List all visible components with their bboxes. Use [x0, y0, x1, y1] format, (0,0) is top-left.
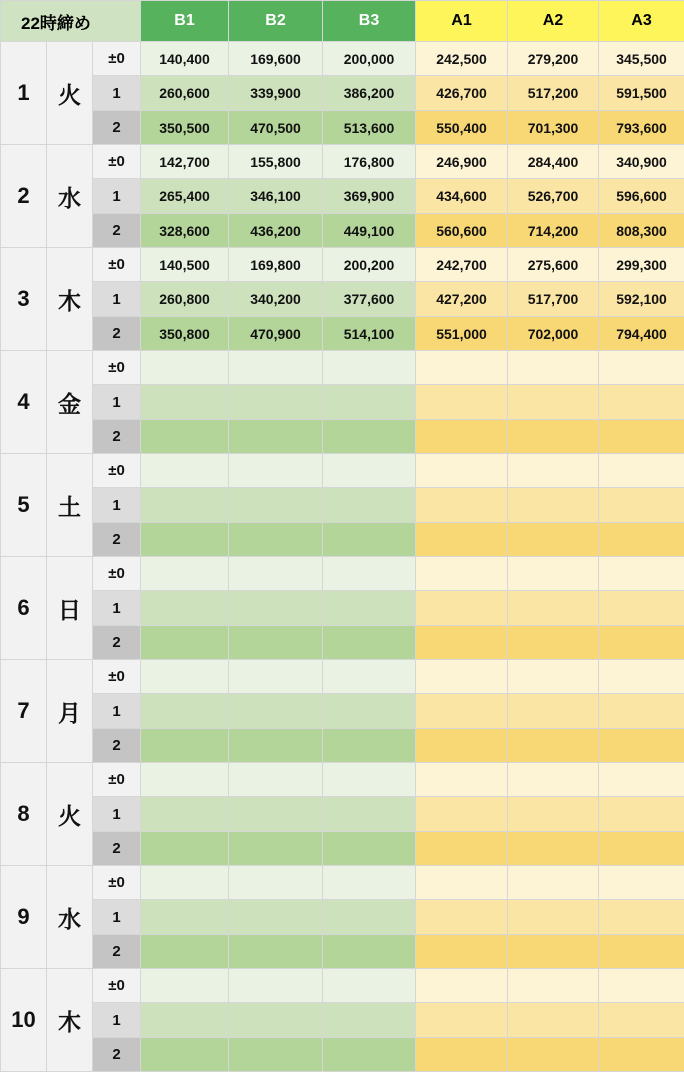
price-cell-a3[interactable]: 340,900 — [599, 145, 684, 179]
price-cell-a2[interactable]: 517,200 — [508, 76, 599, 111]
price-cell-a2[interactable] — [508, 1038, 599, 1072]
price-cell-a2[interactable] — [508, 351, 599, 385]
price-cell-a3[interactable] — [599, 969, 684, 1003]
price-cell-b3[interactable]: 176,800 — [323, 145, 416, 179]
weekday: 火 — [47, 42, 93, 145]
table-row — [1, 660, 684, 694]
table-row — [1, 1003, 684, 1038]
day-number: 8 — [1, 763, 47, 866]
level-label: 1 — [93, 282, 141, 317]
price-cell-b2[interactable]: 436,200 — [229, 214, 323, 248]
table-row — [1, 797, 684, 832]
price-cell-a3[interactable] — [599, 900, 684, 935]
day-number: 2 — [1, 145, 47, 248]
price-cell-a3[interactable] — [599, 523, 684, 557]
day-number: 9 — [1, 866, 47, 969]
day-number: 6 — [1, 557, 47, 660]
table-row — [1, 866, 684, 900]
price-cell-b1[interactable]: 142,700 — [141, 145, 229, 179]
price-cell-b2[interactable] — [229, 420, 323, 454]
price-cell-b3[interactable] — [323, 763, 416, 797]
price-cell-b3[interactable] — [323, 969, 416, 1003]
price-cell-b2[interactable] — [229, 832, 323, 866]
level-label: 2 — [93, 420, 141, 454]
price-cell-a3[interactable]: 299,300 — [599, 248, 684, 282]
level-label: 1 — [93, 900, 141, 935]
price-cell-b3[interactable] — [323, 488, 416, 523]
price-cell-b3[interactable] — [323, 832, 416, 866]
price-cell-b3[interactable] — [323, 797, 416, 832]
price-cell-b2[interactable] — [229, 454, 323, 488]
price-cell-a2[interactable] — [508, 385, 599, 420]
table-row — [1, 969, 684, 1003]
price-cell-b3[interactable]: 386,200 — [323, 76, 416, 111]
price-cell-b1[interactable] — [141, 969, 229, 1003]
price-cell-b2[interactable] — [229, 385, 323, 420]
level-label: 2 — [93, 523, 141, 557]
price-cell-b2[interactable] — [229, 1003, 323, 1038]
price-cell-b1[interactable]: 260,800 — [141, 282, 229, 317]
price-cell-a1[interactable] — [416, 900, 508, 935]
table-row — [1, 385, 684, 420]
price-cell-a3[interactable] — [599, 626, 684, 660]
weekday: 日 — [47, 557, 93, 660]
price-cell-a2[interactable]: 702,000 — [508, 317, 599, 351]
level-label: ±0 — [93, 557, 141, 591]
price-cell-a2[interactable]: 701,300 — [508, 111, 599, 145]
table-row — [1, 935, 684, 969]
price-cell-b3[interactable] — [323, 935, 416, 969]
price-cell-a2[interactable] — [508, 420, 599, 454]
price-cell-b1[interactable] — [141, 935, 229, 969]
price-cell-b2[interactable] — [229, 660, 323, 694]
price-cell-b2[interactable] — [229, 729, 323, 763]
price-cell-b2[interactable] — [229, 900, 323, 935]
price-cell-a2[interactable] — [508, 900, 599, 935]
price-cell-a1[interactable] — [416, 488, 508, 523]
table-row — [1, 832, 684, 866]
price-cell-b2[interactable] — [229, 523, 323, 557]
price-cell-b3[interactable] — [323, 454, 416, 488]
table-row — [1, 282, 684, 317]
price-cell-a3[interactable] — [599, 1038, 684, 1072]
price-cell-a2[interactable] — [508, 557, 599, 591]
price-cell-a2[interactable]: 275,600 — [508, 248, 599, 282]
price-cell-a3[interactable] — [599, 866, 684, 900]
price-cell-b1[interactable] — [141, 866, 229, 900]
price-cell-b1[interactable] — [141, 626, 229, 660]
column-header-b2: B2 — [229, 1, 323, 42]
price-cell-a2[interactable]: 714,200 — [508, 214, 599, 248]
price-cell-a1[interactable]: 427,200 — [416, 282, 508, 317]
day-number: 10 — [1, 969, 47, 1072]
price-cell-b1[interactable] — [141, 351, 229, 385]
price-cell-b3[interactable]: 514,100 — [323, 317, 416, 351]
price-cell-a2[interactable] — [508, 935, 599, 969]
closing-time-header: 22時締め — [1, 1, 141, 42]
price-cell-b1[interactable]: 350,800 — [141, 317, 229, 351]
weekday: 木 — [47, 248, 93, 351]
price-cell-a1[interactable]: 434,600 — [416, 179, 508, 214]
weekday: 土 — [47, 454, 93, 557]
level-label: ±0 — [93, 42, 141, 76]
price-cell-b1[interactable] — [141, 488, 229, 523]
table-row — [1, 111, 684, 145]
price-cell-a1[interactable] — [416, 660, 508, 694]
price-cell-a2[interactable]: 526,700 — [508, 179, 599, 214]
price-cell-b1[interactable]: 140,400 — [141, 42, 229, 76]
column-header-b3: B3 — [323, 1, 416, 42]
level-label: ±0 — [93, 866, 141, 900]
table-row — [1, 591, 684, 626]
price-cell-b1[interactable] — [141, 557, 229, 591]
price-cell-b1[interactable] — [141, 385, 229, 420]
price-cell-a2[interactable] — [508, 626, 599, 660]
price-cell-a3[interactable] — [599, 420, 684, 454]
table-row — [1, 248, 684, 282]
price-cell-b2[interactable]: 340,200 — [229, 282, 323, 317]
price-cell-a2[interactable] — [508, 763, 599, 797]
price-cell-a2[interactable]: 279,200 — [508, 42, 599, 76]
price-cell-a1[interactable]: 550,400 — [416, 111, 508, 145]
table-row — [1, 488, 684, 523]
price-cell-b1[interactable] — [141, 420, 229, 454]
table-row — [1, 214, 684, 248]
price-cell-b1[interactable] — [141, 454, 229, 488]
price-cell-b3[interactable] — [323, 866, 416, 900]
table-row — [1, 317, 684, 351]
price-cell-a3[interactable] — [599, 351, 684, 385]
price-cell-a3[interactable]: 591,500 — [599, 76, 684, 111]
table-row — [1, 351, 684, 385]
price-cell-a2[interactable]: 284,400 — [508, 145, 599, 179]
price-cell-b1[interactable] — [141, 660, 229, 694]
price-cell-a3[interactable] — [599, 935, 684, 969]
price-cell-a1[interactable]: 246,900 — [416, 145, 508, 179]
price-cell-a1[interactable] — [416, 763, 508, 797]
price-cell-b3[interactable] — [323, 1038, 416, 1072]
price-cell-b1[interactable] — [141, 591, 229, 626]
table-row — [1, 626, 684, 660]
table-row — [1, 76, 684, 111]
price-cell-b2[interactable]: 169,800 — [229, 248, 323, 282]
price-cell-b1[interactable] — [141, 797, 229, 832]
level-label: 2 — [93, 1038, 141, 1072]
price-cell-a3[interactable] — [599, 763, 684, 797]
price-cell-b2[interactable] — [229, 694, 323, 729]
table-row — [1, 523, 684, 557]
price-cell-b3[interactable] — [323, 420, 416, 454]
price-cell-a3[interactable]: 793,600 — [599, 111, 684, 145]
level-label: 1 — [93, 179, 141, 214]
level-label: 1 — [93, 591, 141, 626]
price-cell-a1[interactable] — [416, 969, 508, 1003]
price-cell-b1[interactable] — [141, 523, 229, 557]
price-cell-b3[interactable] — [323, 385, 416, 420]
price-cell-b1[interactable] — [141, 729, 229, 763]
price-cell-b2[interactable]: 339,900 — [229, 76, 323, 111]
price-cell-b2[interactable] — [229, 866, 323, 900]
price-cell-b2[interactable]: 470,900 — [229, 317, 323, 351]
table-row — [1, 729, 684, 763]
price-cell-a1[interactable]: 242,700 — [416, 248, 508, 282]
level-label: 2 — [93, 832, 141, 866]
table-row — [1, 694, 684, 729]
price-cell-a1[interactable] — [416, 454, 508, 488]
level-label: 2 — [93, 626, 141, 660]
price-cell-a2[interactable] — [508, 729, 599, 763]
day-number: 1 — [1, 42, 47, 145]
price-cell-a2[interactable] — [508, 832, 599, 866]
price-cell-a3[interactable] — [599, 488, 684, 523]
table-row — [1, 557, 684, 591]
price-cell-a1[interactable] — [416, 385, 508, 420]
table-row — [1, 900, 684, 935]
price-cell-b3[interactable] — [323, 523, 416, 557]
price-cell-a2[interactable] — [508, 454, 599, 488]
level-label: ±0 — [93, 660, 141, 694]
price-cell-b2[interactable] — [229, 969, 323, 1003]
level-label: ±0 — [93, 969, 141, 1003]
price-cell-a1[interactable] — [416, 626, 508, 660]
column-header-a2: A2 — [508, 1, 599, 42]
price-cell-b3[interactable]: 200,200 — [323, 248, 416, 282]
level-label: ±0 — [93, 454, 141, 488]
table-row — [1, 1038, 684, 1072]
price-cell-a2[interactable] — [508, 866, 599, 900]
price-cell-a3[interactable]: 592,100 — [599, 282, 684, 317]
price-cell-b3[interactable] — [323, 591, 416, 626]
price-cell-a1[interactable] — [416, 935, 508, 969]
price-cell-a3[interactable]: 808,300 — [599, 214, 684, 248]
price-cell-a2[interactable] — [508, 969, 599, 1003]
price-cell-a2[interactable] — [508, 1003, 599, 1038]
price-cell-a3[interactable] — [599, 797, 684, 832]
price-cell-b3[interactable]: 513,600 — [323, 111, 416, 145]
price-cell-b2[interactable] — [229, 591, 323, 626]
table-row — [1, 179, 684, 214]
price-cell-a3[interactable] — [599, 385, 684, 420]
price-cell-a2[interactable] — [508, 694, 599, 729]
price-cell-a1[interactable] — [416, 832, 508, 866]
column-header-a1: A1 — [416, 1, 508, 42]
price-cell-b2[interactable]: 155,800 — [229, 145, 323, 179]
price-cell-b3[interactable]: 377,600 — [323, 282, 416, 317]
price-cell-b1[interactable] — [141, 763, 229, 797]
price-cell-b2[interactable] — [229, 1038, 323, 1072]
price-cell-b2[interactable] — [229, 935, 323, 969]
price-cell-b3[interactable] — [323, 660, 416, 694]
table-row — [1, 42, 684, 76]
price-cell-b1[interactable] — [141, 1003, 229, 1038]
price-cell-a3[interactable] — [599, 557, 684, 591]
price-cell-b1[interactable]: 140,500 — [141, 248, 229, 282]
price-cell-b3[interactable] — [323, 1003, 416, 1038]
level-label: 1 — [93, 76, 141, 111]
price-cell-a3[interactable]: 596,600 — [599, 179, 684, 214]
level-label: ±0 — [93, 145, 141, 179]
price-cell-a3[interactable] — [599, 832, 684, 866]
table-row — [1, 420, 684, 454]
price-cell-a3[interactable] — [599, 591, 684, 626]
price-cell-a1[interactable]: 551,000 — [416, 317, 508, 351]
price-cell-a1[interactable] — [416, 1038, 508, 1072]
price-cell-b2[interactable] — [229, 797, 323, 832]
table-row — [1, 763, 684, 797]
table-row — [1, 145, 684, 179]
header-row — [1, 1, 684, 42]
weekday: 水 — [47, 145, 93, 248]
price-cell-b3[interactable] — [323, 694, 416, 729]
price-cell-a2[interactable]: 517,700 — [508, 282, 599, 317]
price-cell-b1[interactable]: 265,400 — [141, 179, 229, 214]
table-body — [1, 42, 684, 1072]
price-cell-b1[interactable]: 260,600 — [141, 76, 229, 111]
level-label: 1 — [93, 488, 141, 523]
price-cell-a2[interactable] — [508, 797, 599, 832]
price-cell-a1[interactable]: 560,600 — [416, 214, 508, 248]
price-cell-a1[interactable] — [416, 866, 508, 900]
price-cell-b3[interactable] — [323, 557, 416, 591]
price-cell-b2[interactable]: 346,100 — [229, 179, 323, 214]
price-cell-b1[interactable]: 350,500 — [141, 111, 229, 145]
day-number: 5 — [1, 454, 47, 557]
price-cell-a3[interactable] — [599, 1003, 684, 1038]
level-label: 2 — [93, 729, 141, 763]
price-cell-b1[interactable] — [141, 694, 229, 729]
price-cell-a1[interactable] — [416, 694, 508, 729]
weekday: 水 — [47, 866, 93, 969]
price-cell-b2[interactable] — [229, 626, 323, 660]
price-cell-a1[interactable] — [416, 420, 508, 454]
column-header-a3: A3 — [599, 1, 684, 42]
price-cell-b3[interactable] — [323, 351, 416, 385]
price-cell-a1[interactable] — [416, 1003, 508, 1038]
price-cell-a1[interactable] — [416, 351, 508, 385]
price-cell-b1[interactable] — [141, 832, 229, 866]
price-cell-a1[interactable] — [416, 797, 508, 832]
price-cell-a1[interactable] — [416, 523, 508, 557]
price-cell-b3[interactable] — [323, 729, 416, 763]
price-cell-a2[interactable] — [508, 591, 599, 626]
level-label: 1 — [93, 694, 141, 729]
price-cell-b2[interactable]: 470,500 — [229, 111, 323, 145]
level-label: ±0 — [93, 763, 141, 797]
price-cell-b2[interactable]: 169,600 — [229, 42, 323, 76]
level-label: 1 — [93, 385, 141, 420]
price-cell-a3[interactable] — [599, 729, 684, 763]
price-cell-a1[interactable]: 426,700 — [416, 76, 508, 111]
price-cell-a1[interactable]: 242,500 — [416, 42, 508, 76]
day-number: 7 — [1, 660, 47, 763]
price-cell-b2[interactable] — [229, 763, 323, 797]
level-label: 2 — [93, 317, 141, 351]
price-cell-a3[interactable] — [599, 660, 684, 694]
price-cell-a3[interactable] — [599, 454, 684, 488]
table-row — [1, 454, 684, 488]
level-label: ±0 — [93, 248, 141, 282]
level-label: 1 — [93, 1003, 141, 1038]
weekday: 金 — [47, 351, 93, 454]
level-label: 2 — [93, 111, 141, 145]
price-cell-b3[interactable] — [323, 900, 416, 935]
price-cell-b2[interactable] — [229, 351, 323, 385]
price-cell-b1[interactable] — [141, 1038, 229, 1072]
price-cell-a2[interactable] — [508, 660, 599, 694]
price-cell-b2[interactable] — [229, 488, 323, 523]
level-label: ±0 — [93, 351, 141, 385]
price-cell-a3[interactable] — [599, 694, 684, 729]
price-cell-a1[interactable] — [416, 591, 508, 626]
level-label: 2 — [93, 214, 141, 248]
weekday: 木 — [47, 969, 93, 1072]
price-cell-a1[interactable] — [416, 729, 508, 763]
price-cell-b3[interactable] — [323, 626, 416, 660]
day-number: 3 — [1, 248, 47, 351]
price-cell-a3[interactable]: 794,400 — [599, 317, 684, 351]
level-label: 2 — [93, 935, 141, 969]
price-cell-b3[interactable]: 200,000 — [323, 42, 416, 76]
day-number: 4 — [1, 351, 47, 454]
price-cell-a3[interactable]: 345,500 — [599, 42, 684, 76]
price-cell-b2[interactable] — [229, 557, 323, 591]
price-cell-a2[interactable] — [508, 488, 599, 523]
price-cell-b1[interactable]: 328,600 — [141, 214, 229, 248]
price-cell-b3[interactable]: 449,100 — [323, 214, 416, 248]
price-cell-b3[interactable]: 369,900 — [323, 179, 416, 214]
price-cell-b1[interactable] — [141, 900, 229, 935]
price-cell-a1[interactable] — [416, 557, 508, 591]
weekday: 月 — [47, 660, 93, 763]
weekday: 火 — [47, 763, 93, 866]
column-header-b1: B1 — [141, 1, 229, 42]
level-label: 1 — [93, 797, 141, 832]
price-cell-a2[interactable] — [508, 523, 599, 557]
